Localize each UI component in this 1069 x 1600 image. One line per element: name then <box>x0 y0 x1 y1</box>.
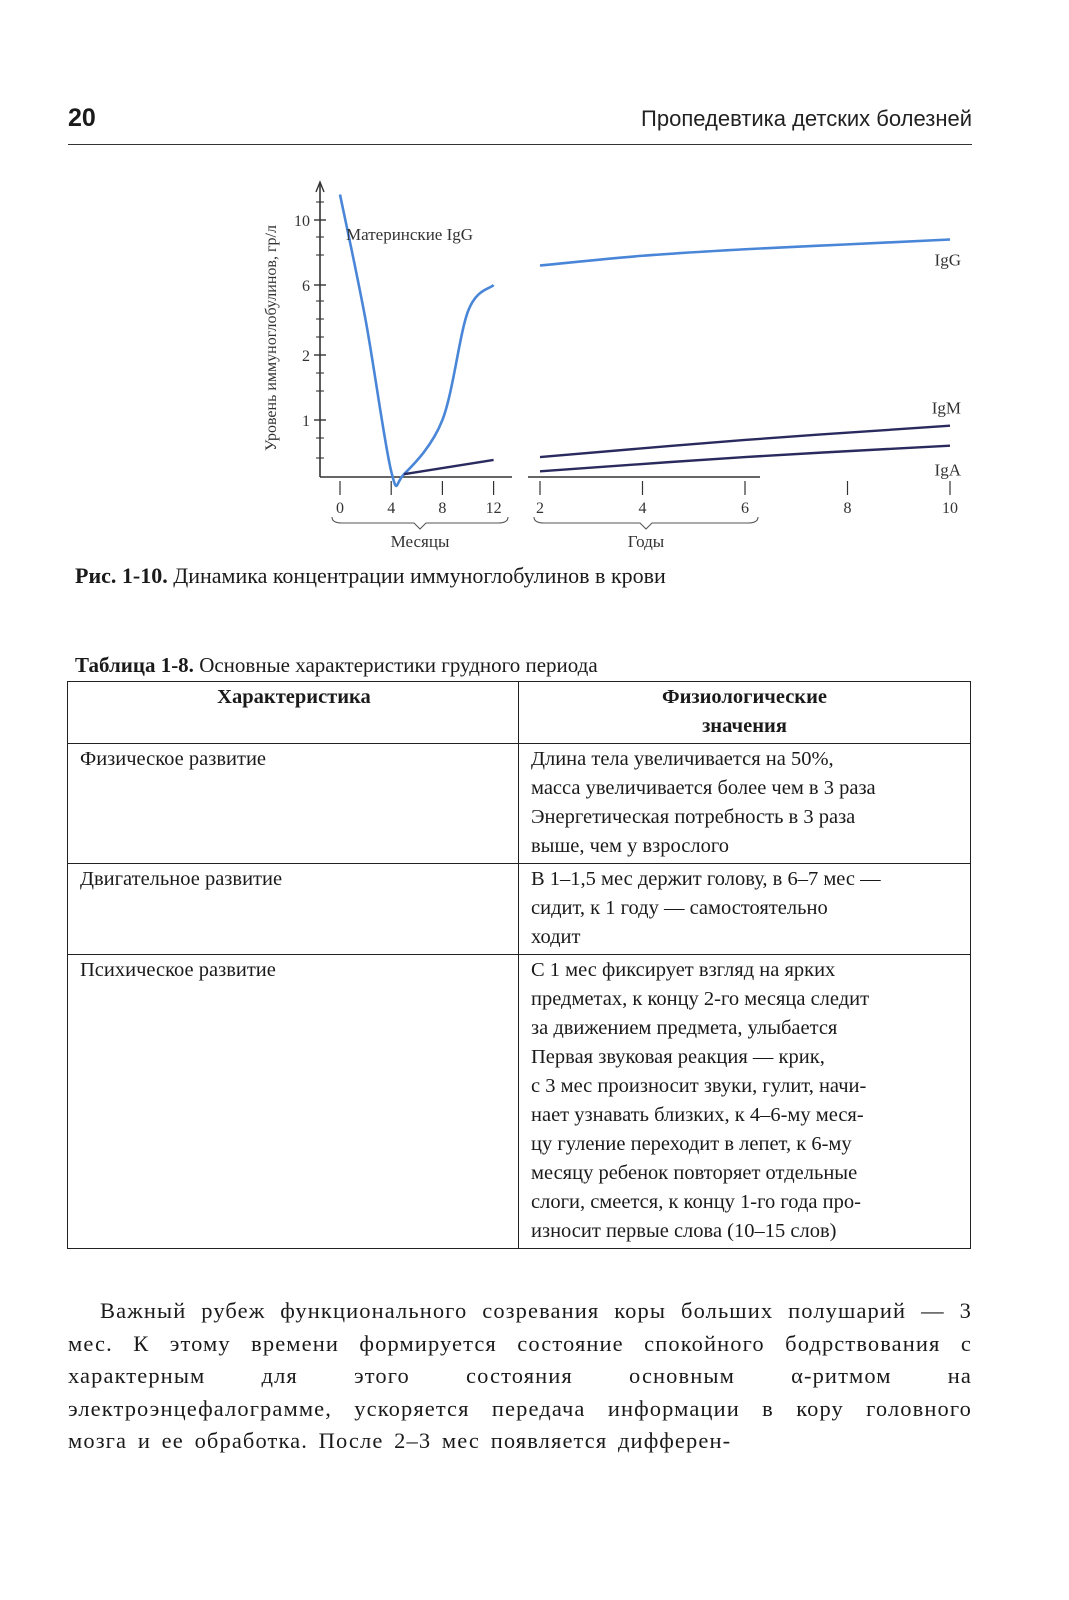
series-igm-months <box>404 460 494 474</box>
series-label-igg: IgG <box>934 250 961 270</box>
x-tick-label: 0 <box>336 500 344 517</box>
value-line: с 3 мес произносит звуки, гулит, начи- <box>531 1075 867 1097</box>
value-line: Первая звуковая реакция — крик, <box>531 1046 825 1068</box>
x-tick-label: 10 <box>942 500 958 517</box>
table-caption <box>75 653 598 678</box>
figure-caption-text: Динамика концентрации иммуноглобулинов в крови <box>167 563 666 588</box>
x-tick-label: 6 <box>741 500 749 517</box>
x-tick-label: 4 <box>638 500 647 517</box>
table-row <box>68 744 971 864</box>
value-line: Энергетическая потребность в 3 раза <box>531 806 856 828</box>
book-title: Пропедевтика детских болезней <box>641 106 972 131</box>
body-paragraph: Важный рубеж функционального созревания коры больших полушарий — 3 мес. К этому времени формируется состояние спокойного бодрствования с характерным для этого состояния основным α-ритмом на электроэнцефалограмме, ускоряется передача информации в кору головного мозга и ее обработка. После 2–3 мес появляется дифферен- <box>68 1298 972 1453</box>
x-segment-brace <box>534 517 758 529</box>
annotation-maternal-igg: Материнские IgG <box>346 225 474 244</box>
series-label-iga: IgA <box>934 460 961 480</box>
x-segment-brace <box>332 517 508 529</box>
series-igg-years <box>540 240 950 266</box>
value-line: сидит, к 1 году — самостоятельно <box>531 897 828 919</box>
x-tick-label: 4 <box>387 500 396 517</box>
value-line: Длина тела увеличивается на 50%, <box>531 748 834 770</box>
running-head <box>68 100 972 145</box>
value-line: С 1 мес фиксирует взгляд на ярких <box>531 959 836 981</box>
figure-caption <box>75 563 666 589</box>
cell-characteristic: Двигательное развитие <box>68 864 519 955</box>
value-line: В 1–1,5 мес держит голову, в 6–7 мес — <box>531 868 881 890</box>
value-line: нает узнавать близких, к 4–6-му меся- <box>531 1104 864 1126</box>
cell-values <box>519 744 971 864</box>
value-line: ходит <box>531 926 581 948</box>
series-igm-years <box>540 426 950 457</box>
value-line: цу гуление переходит в лепет, к 6-му <box>531 1133 852 1155</box>
x-segment-label: Годы <box>627 532 665 551</box>
table-header-row <box>68 682 971 744</box>
cell-characteristic: Физическое развитие <box>68 744 519 864</box>
table-caption-label: Таблица 1-8. <box>75 653 194 677</box>
x-tick-label: 8 <box>438 500 447 517</box>
cell-characteristic: Психическое развитие <box>68 955 519 1249</box>
chart-svg <box>250 178 961 558</box>
x-tick-label: 12 <box>485 500 502 517</box>
column-header-characteristic: Характеристика <box>68 682 519 744</box>
y-tick-label: 10 <box>294 213 310 230</box>
value-line: масса увеличивается более чем в 3 раза <box>531 777 876 799</box>
y-tick-label: 1 <box>302 413 310 430</box>
characteristics-table <box>67 681 971 1249</box>
table-caption-text: Основные характеристики грудного периода <box>193 653 598 677</box>
page-number: 20 <box>68 104 96 132</box>
table-row <box>68 864 971 955</box>
y-tick-label: 2 <box>302 348 310 365</box>
x-tick-label: 8 <box>843 500 852 517</box>
figure-caption-label: Рис. 1-10. <box>75 563 168 588</box>
column-header-values: Физиологические значения <box>519 682 971 744</box>
x-tick-label: 2 <box>536 500 544 517</box>
x-segment-label: Месяцы <box>390 532 450 551</box>
cell-values <box>519 955 971 1249</box>
value-line: месяцу ребенок повторяет отдельные <box>531 1162 858 1184</box>
value-line: выше, чем у взрослого <box>531 835 729 857</box>
value-line: за движением предмета, улыбается <box>531 1017 838 1039</box>
cell-values <box>519 864 971 955</box>
value-line: предметах, к концу 2-го месяца следит <box>531 988 870 1010</box>
series-label-igm: IgM <box>931 398 961 418</box>
y-tick-label: 6 <box>302 278 310 295</box>
value-line: слоги, смеется, к концу 1-го года про- <box>531 1191 861 1213</box>
value-line: износит первые слова (10–15 слов) <box>531 1220 837 1242</box>
series-iga-years <box>540 446 950 472</box>
immunoglobulin-chart <box>250 178 961 558</box>
y-axis-label: Уровень иммуноглобулинов, гр/л <box>263 225 280 451</box>
table-row <box>68 955 971 1249</box>
